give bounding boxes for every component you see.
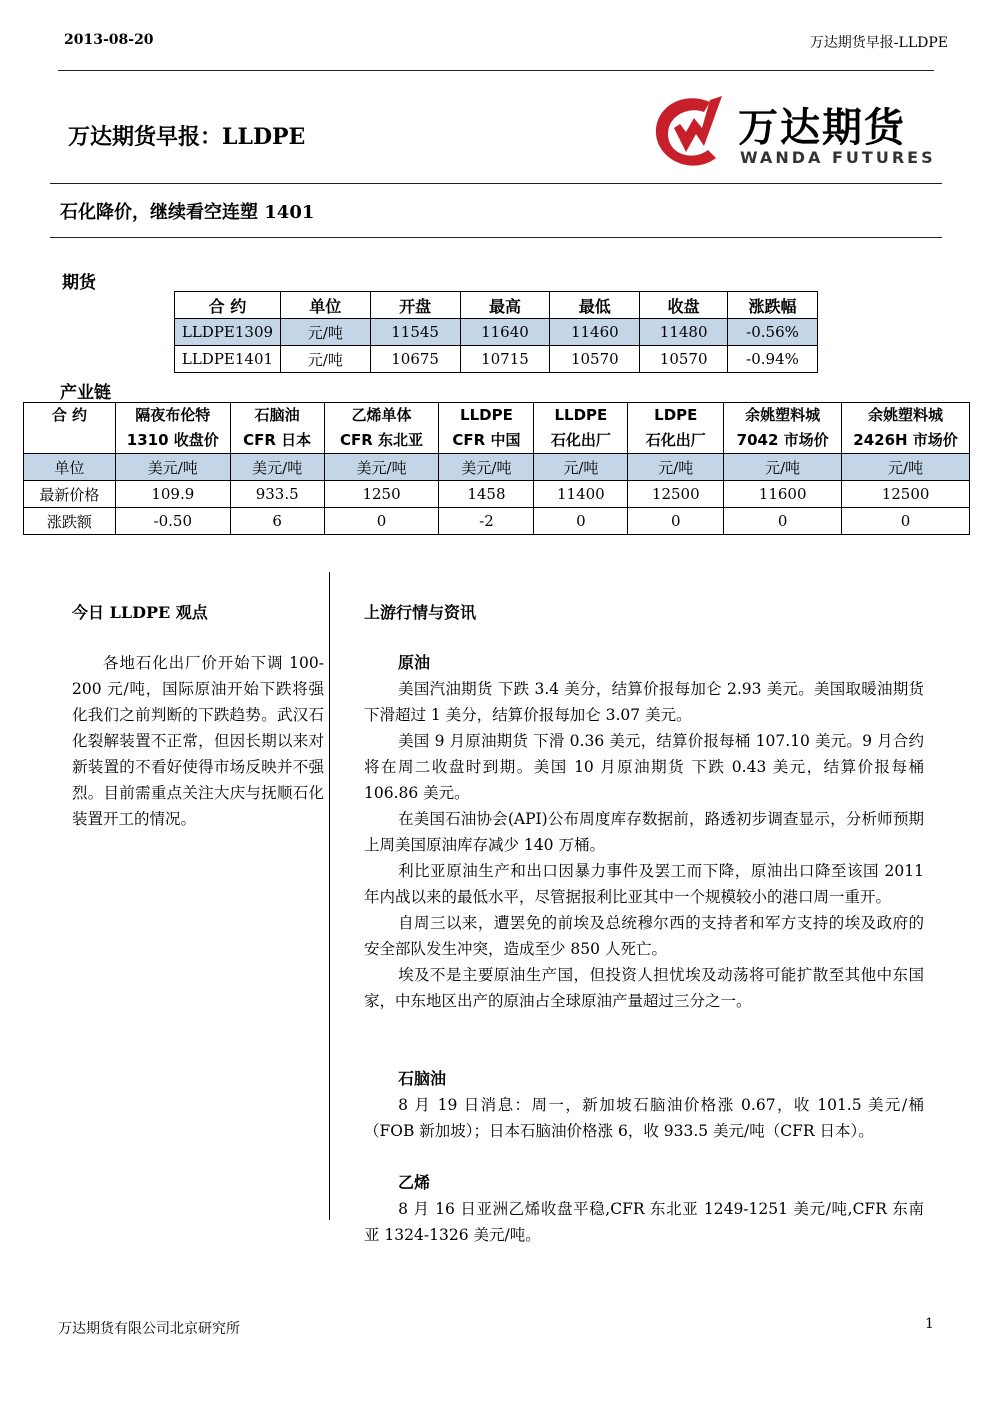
logo-en-left: WANDA bbox=[740, 148, 824, 167]
news-paragraph: 自周三以来，遭罢免的前埃及总统穆尔西的支持者和军方支持的埃及政府的安全部队发生冲突，造成至少 850 人死亡。 bbox=[364, 914, 924, 958]
table-cell: 0 bbox=[324, 508, 439, 535]
futures-header-cell: 开盘 bbox=[370, 292, 460, 319]
news-paragraph: 在美国石油协会(API)公布周度库存数据前，路透初步调查显示，分析师预期上周美国原油库存减少 140 万桶。 bbox=[364, 810, 924, 854]
footer-company: 万达期货有限公司北京研究所 bbox=[58, 1321, 240, 1337]
table-cell: 元/吨 bbox=[628, 454, 724, 481]
table-cell: 0 bbox=[842, 508, 970, 535]
title-rule bbox=[50, 183, 942, 184]
industry-header-cell bbox=[842, 403, 970, 454]
table-row bbox=[175, 319, 818, 346]
industry-header-line1: LLDPE bbox=[460, 406, 513, 424]
page-title: 万达期货早报：LLDPE bbox=[68, 124, 306, 150]
table-cell: 11460 bbox=[550, 319, 640, 346]
industry-header-line2: 石化出厂 bbox=[550, 431, 611, 449]
industry-header-cell bbox=[628, 403, 724, 454]
industry-header-cell bbox=[534, 403, 628, 454]
news-heading: 石脑油 bbox=[398, 1069, 447, 1088]
report-subtitle: 石化降价，继续看空连塑 1401 bbox=[60, 202, 315, 223]
news-paragraph: 8 月 19 日消息：周一，新加坡石脑油价格涨 0.67，收 101.5 美元/桶（FOB 新加坡）；日本石脑油价格涨 6，收 933.5 美元/吨（CFR 日本）。 bbox=[364, 1096, 924, 1140]
table-cell: 最新价格 bbox=[24, 481, 116, 508]
logo-en-right: FUTURES bbox=[832, 148, 936, 167]
industry-header-line2: CFR 日本 bbox=[243, 431, 312, 449]
report-date: 2013-08-20 bbox=[64, 32, 154, 48]
header-title: 万达期货早报-LLDPE bbox=[809, 35, 948, 51]
futures-header-row bbox=[175, 292, 818, 319]
table-cell: LLDPE1401 bbox=[175, 346, 281, 373]
industry-header-cell bbox=[115, 403, 230, 454]
news-paragraph: 美国汽油期货 下跌 3.4 美分，结算价报每加仑 2.93 美元。美国取暖油期货 下滑超过 1 美分，结算价报每加仑 3.07 美元。 bbox=[364, 680, 924, 724]
table-cell: 元/吨 bbox=[280, 346, 370, 373]
industry-header-line1: LDPE bbox=[654, 406, 698, 424]
page-number: 1 bbox=[925, 1316, 934, 1332]
industry-header-line2: 7042 市场价 bbox=[736, 431, 829, 449]
table-cell: 涨跌额 bbox=[24, 508, 116, 535]
news-title: 上游行情与资讯 bbox=[364, 603, 477, 622]
futures-label: 期货 bbox=[62, 273, 96, 293]
table-cell: 元/吨 bbox=[842, 454, 970, 481]
futures-header-cell: 最高 bbox=[460, 292, 550, 319]
industry-header-line2: CFR 东北亚 bbox=[340, 431, 424, 449]
table-cell: 0 bbox=[534, 508, 628, 535]
table-cell: 元/吨 bbox=[724, 454, 842, 481]
news-section-naphtha bbox=[364, 1066, 924, 1144]
table-cell: 12500 bbox=[842, 481, 970, 508]
industry-header-cell bbox=[24, 403, 116, 454]
table-cell: 元/吨 bbox=[280, 319, 370, 346]
industry-header-line1: 乙烯单体 bbox=[351, 406, 412, 424]
news-paragraph: 8 月 16 日亚洲乙烯收盘平稳,CFR 东北亚 1249-1251 美元/吨,CFR 东南亚 1324-1326 美元/吨。 bbox=[364, 1200, 924, 1244]
viewpoint-title: 今日 LLDPE 观点 bbox=[72, 603, 208, 622]
table-cell: 11480 bbox=[640, 319, 728, 346]
subtitle-rule bbox=[50, 237, 942, 238]
industry-header-line1: LLDPE bbox=[554, 406, 608, 424]
industry-header-line2: 2426H 市场价 bbox=[853, 431, 958, 449]
news-paragraph: 埃及不是主要原油生产国，但投资人担忧埃及动荡将可能扩散至其他中东国家，中东地区出产的原油占全球原油产量超过三分之一。 bbox=[364, 966, 924, 1010]
table-cell: 933.5 bbox=[230, 481, 324, 508]
news-paragraph: 利比亚原油生产和出口因暴力事件及罢工而下降，原油出口降至该国 2011 年内战以来的最低水平，尽管据报利比亚其中一个规模较小的港口周一重开。 bbox=[364, 862, 924, 906]
table-row bbox=[24, 481, 970, 508]
news-section-ethylene bbox=[364, 1170, 924, 1248]
table-row bbox=[175, 346, 818, 373]
industry-header-line1: 余姚塑料城 bbox=[745, 406, 821, 424]
industry-header-line1: 隔夜布伦特 bbox=[135, 406, 211, 424]
futures-header-cell: 涨跌幅 bbox=[728, 292, 818, 319]
futures-header-cell: 收盘 bbox=[640, 292, 728, 319]
table-cell: 10570 bbox=[550, 346, 640, 373]
industry-header-cell bbox=[439, 403, 534, 454]
industry-table bbox=[23, 402, 970, 535]
table-cell: 12500 bbox=[628, 481, 724, 508]
table-cell: 0 bbox=[628, 508, 724, 535]
industry-label: 产业链 bbox=[60, 383, 111, 403]
table-cell: -0.56% bbox=[728, 319, 818, 346]
table-cell: 美元/吨 bbox=[439, 454, 534, 481]
news-heading: 乙烯 bbox=[398, 1173, 431, 1192]
industry-header-cell bbox=[324, 403, 439, 454]
logo-cn-text: 万达期货 bbox=[738, 105, 906, 151]
wanda-logo-mark-icon bbox=[652, 88, 728, 172]
table-cell: 单位 bbox=[24, 454, 116, 481]
table-cell: 10675 bbox=[370, 346, 460, 373]
industry-header-line2: 石化出厂 bbox=[645, 431, 706, 449]
viewpoint-text: 各地石化出厂价开始下调 100-200 元/吨，国际原油开始下跌将强化我们之前判断的下跌趋势。武汉石化裂解装置不正常，但因长期以来对新装置的不看好使得市场反映并不强烈。目前需重点关注大庆与抚顺石化装置开工的情况。 bbox=[72, 654, 324, 828]
news-heading: 原油 bbox=[398, 653, 431, 672]
column-divider bbox=[329, 572, 330, 1220]
table-cell: 元/吨 bbox=[534, 454, 628, 481]
table-row bbox=[24, 508, 970, 535]
industry-header-cell bbox=[230, 403, 324, 454]
table-cell: 1458 bbox=[439, 481, 534, 508]
table-cell: 11640 bbox=[460, 319, 550, 346]
table-cell: 美元/吨 bbox=[324, 454, 439, 481]
table-cell: 11400 bbox=[534, 481, 628, 508]
industry-header-cell bbox=[724, 403, 842, 454]
table-cell: LLDPE1309 bbox=[175, 319, 281, 346]
header-rule bbox=[58, 70, 934, 71]
wanda-logo bbox=[652, 88, 936, 174]
table-cell: 10715 bbox=[460, 346, 550, 373]
news-section-crude bbox=[364, 650, 924, 1014]
futures-header-cell: 合 约 bbox=[175, 292, 281, 319]
industry-header-row bbox=[24, 403, 970, 454]
industry-header-line1: 石脑油 bbox=[254, 406, 300, 424]
futures-header-cell: 最低 bbox=[550, 292, 640, 319]
news-paragraph: 美国 9 月原油期货 下滑 0.36 美元，结算价报每桶 107.10 美元。9 月合约将在周二收盘时到期。美国 10 月原油期货 下跌 0.43 美元，结算价报每桶 106.86 美元。 bbox=[364, 732, 924, 802]
industry-header-line2: 1310 收盘价 bbox=[126, 431, 219, 449]
table-cell: 11600 bbox=[724, 481, 842, 508]
table-cell: 美元/吨 bbox=[115, 454, 230, 481]
table-cell: 109.9 bbox=[115, 481, 230, 508]
table-cell: 美元/吨 bbox=[230, 454, 324, 481]
futures-header-cell: 单位 bbox=[280, 292, 370, 319]
table-cell: 11545 bbox=[370, 319, 460, 346]
table-cell: 0 bbox=[724, 508, 842, 535]
table-cell: -0.94% bbox=[728, 346, 818, 373]
industry-header-line1: 合 约 bbox=[51, 406, 88, 424]
industry-header-line1: 余姚塑料城 bbox=[868, 406, 944, 424]
table-cell: -0.50 bbox=[115, 508, 230, 535]
table-row bbox=[24, 454, 970, 481]
industry-header-line2: CFR 中国 bbox=[452, 431, 521, 449]
table-cell: 6 bbox=[230, 508, 324, 535]
table-cell: 10570 bbox=[640, 346, 728, 373]
table-cell: 1250 bbox=[324, 481, 439, 508]
table-cell: -2 bbox=[439, 508, 534, 535]
futures-table bbox=[174, 291, 818, 373]
